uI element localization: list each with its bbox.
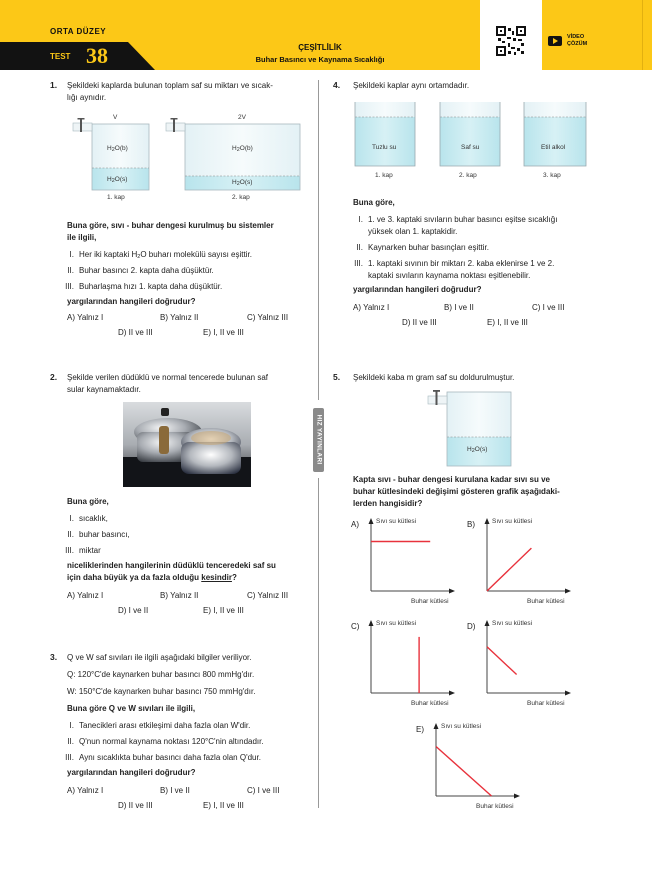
question-5 — [320, 370, 652, 512]
video-label-line1: VİDEO — [567, 34, 585, 40]
container-1-content: Tuzlu su — [372, 144, 397, 151]
question-number: 4. — [333, 80, 341, 90]
question-2 — [0, 370, 318, 622]
container-1-vapor-label: $H_2O(b)$ — [107, 145, 128, 153]
container-2-volume: 2V — [238, 114, 246, 121]
x-axis-label: Buhar kütlesi — [411, 598, 449, 605]
column-divider — [318, 80, 319, 400]
question-prompt: Buna göre, sıvı - buhar dengesi kurulmuş bu sistemler — [67, 221, 274, 230]
y-axis-label: Sıvı su kütlesi — [441, 723, 482, 730]
option-a[interactable]: A) Yalnız I — [67, 313, 104, 322]
answer-graph-b[interactable] — [467, 515, 579, 607]
question-number: 2. — [50, 372, 58, 382]
option-c[interactable]: C) I ve III — [247, 786, 280, 795]
question-3 — [0, 650, 318, 815]
container-2-caption: 2. kap — [232, 194, 250, 201]
x-axis-label: Buhar kütlesi — [476, 803, 514, 810]
y-axis-label: Sıvı su kütlesi — [376, 620, 417, 627]
question-stem: Şekildeki kaplar aynı ortamdadır. — [353, 81, 470, 90]
option-e[interactable]: E) I, II ve III — [203, 606, 244, 615]
option-a[interactable]: A) Yalnız I — [67, 786, 104, 795]
option-b[interactable]: B) I ve II — [444, 303, 474, 312]
container-3 — [524, 102, 586, 166]
question-prompt: ile ilgili, — [67, 233, 97, 242]
container-2-vapor-label: $H_2O(b)$ — [232, 145, 253, 153]
container-3-caption: 3. kap — [543, 172, 561, 179]
question-4 — [320, 78, 652, 334]
option-c[interactable]: C) Yalnız III — [247, 313, 289, 322]
topic-title: ÇEŞİTLİLİK — [298, 43, 342, 52]
video-solution-label — [567, 34, 587, 48]
container-1 — [355, 102, 415, 166]
test-number: 38 — [86, 43, 108, 68]
option-letter: D) — [467, 622, 476, 631]
question-prompt: Buna göre Q ve W sıvıları ile ilgili, — [67, 704, 196, 713]
statement-item: I. Tanecikleri arası etkileşimi daha fazla olan W'dir. — [69, 721, 251, 730]
container-2-content: Saf su — [461, 144, 480, 151]
question-stem: Şekildeki kaba m gram saf su doldurulmuştur. — [353, 373, 515, 382]
y-axis-arrow-icon — [369, 620, 374, 626]
question-number: 1. — [50, 80, 58, 90]
option-d[interactable]: D) II ve III — [402, 318, 437, 327]
container-1-caption: 1. kap — [375, 172, 393, 179]
y-axis-label: Sıvı su kütlesi — [376, 518, 417, 525]
y-axis-arrow-icon — [485, 620, 490, 626]
pressure-valve — [161, 408, 169, 416]
question-text: lerden hangisidir? — [353, 499, 423, 508]
qr-code-panel[interactable] — [480, 0, 542, 70]
info-w: W: 150°C'de kaynarken buhar basıncı 750 mmHg'dır. — [67, 687, 256, 696]
video-solution-button[interactable] — [548, 34, 587, 48]
y-axis-arrow-icon — [485, 518, 490, 524]
statement-item: II. Buhar basıncı 2. kapta daha düşüktür. — [67, 266, 214, 275]
header-divider — [642, 0, 643, 70]
statement-item-continued: kaptaki sıvıların kaynama noktası eşitlenebilir. — [368, 271, 531, 280]
question-text: yargılarından hangileri doğrudur? — [67, 297, 196, 306]
y-axis-arrow-icon — [434, 723, 439, 729]
question-number: 3. — [50, 652, 58, 662]
option-letter: E) — [416, 725, 424, 734]
question-stem-line: sular kaynamaktadır. — [67, 385, 141, 394]
x-axis-arrow-icon — [449, 691, 455, 696]
question-text: Kapta sıvı - buhar dengesi kurulana kadar sıvı su ve — [353, 475, 550, 484]
publisher-brand-text: HIZ YAYINLARI — [315, 414, 323, 465]
question-text: için daha büyük ya da fazla olduğu kesindir? — [67, 573, 237, 582]
x-axis-label: Buhar kütlesi — [527, 700, 565, 707]
statement-item: III. 1. kaptaki sıvının bir miktarı 2. kaba eklenirse 1 ve 2. — [354, 259, 555, 268]
container-2-caption: 2. kap — [459, 172, 477, 179]
normal-pot-body — [181, 442, 241, 474]
page-header — [0, 0, 652, 70]
x-axis-arrow-icon — [565, 589, 571, 594]
statement-item: II. Q'nun normal kaynama noktası 120°C'nin altındadır. — [67, 737, 264, 746]
x-axis-arrow-icon — [514, 794, 520, 799]
test-banner — [0, 42, 155, 70]
question-stem-line: Şekildeki kaplarda bulunan toplam saf su miktarı ve sıcak- — [67, 81, 273, 90]
question-prompt: Buna göre, — [67, 497, 109, 506]
x-axis-label: Buhar kütlesi — [411, 700, 449, 707]
option-e[interactable]: E) I, II ve III — [487, 318, 528, 327]
statement-item: III. Buharlaşma hızı 1. kapta daha düşüktür. — [65, 282, 223, 291]
container-3-content: Etil alkol — [541, 144, 566, 151]
question-text: yargılarından hangileri doğrudur? — [353, 285, 482, 294]
valve-icon — [166, 123, 185, 131]
container-1-volume: V — [113, 114, 118, 121]
difficulty-level: ORTA DÜZEY — [50, 27, 107, 36]
topic-heading — [230, 43, 410, 65]
option-c[interactable]: C) I ve III — [532, 303, 565, 312]
option-d[interactable]: D) II ve III — [118, 801, 153, 810]
three-containers-figure — [350, 100, 600, 170]
answer-graph-a[interactable] — [351, 515, 463, 607]
statement-item-continued: yüksek olan 1. kaptakidir. — [368, 227, 458, 236]
single-container-figure — [425, 390, 525, 470]
container-2 — [440, 102, 500, 166]
option-b[interactable]: B) Yalnız II — [160, 313, 199, 322]
question-stem-line: Şekilde verilen düdüklü ve normal tencerede bulunan saf — [67, 373, 269, 382]
graph-line — [487, 647, 517, 675]
option-b[interactable]: B) I ve II — [160, 786, 190, 795]
container-1-liquid-label: $H_2O(s)$ — [107, 176, 128, 184]
statement-item: II. buhar basıncı, — [67, 530, 130, 539]
graph-line — [487, 548, 531, 591]
option-letter: C) — [351, 622, 360, 631]
option-b[interactable]: B) Yalnız II — [160, 591, 199, 600]
answer-graph-d[interactable] — [467, 617, 579, 709]
question-stem: Q ve W saf sıvıları ile ilgili aşağıdaki bilgiler veriliyor. — [67, 653, 252, 662]
container-liquid-label: $H_2O(s)$ — [467, 446, 488, 454]
column-divider — [318, 478, 319, 808]
option-a[interactable]: A) Yalnız I — [353, 303, 390, 312]
answer-graph-e[interactable] — [416, 720, 528, 812]
statement-item: I. 1. ve 3. kaptaki sıvıların buhar basıncı eşitse sıcaklığı — [358, 215, 558, 224]
question-1 — [0, 78, 318, 344]
video-label-line2: ÇÖZÜM — [567, 41, 588, 47]
option-letter: B) — [467, 520, 475, 529]
option-a[interactable]: A) Yalnız I — [67, 591, 104, 600]
container-1-caption: 1. kap — [107, 194, 125, 201]
question-text: buhar kütlesindeki değişimi gösteren grafik aşağıdaki- — [353, 487, 560, 496]
x-axis-label: Buhar kütlesi — [527, 598, 565, 605]
info-q: Q: 120°C'de kaynarken buhar basıncı 800 mmHg'dır. — [67, 670, 255, 679]
topic-subtitle: Buhar Basıncı ve Kaynama Sıcaklığı — [255, 55, 385, 64]
statement-item: I. Her iki kaptaki $H_2O$ buharı molekülü sayısı eşittir. — [69, 250, 252, 260]
test-label: TEST — [50, 52, 71, 61]
question-text: yargılarından hangileri doğrudur? — [67, 768, 196, 777]
play-icon — [548, 36, 562, 46]
question-stem-line: lığı aynıdır. — [67, 93, 107, 102]
x-axis-arrow-icon — [565, 691, 571, 696]
y-axis-arrow-icon — [369, 518, 374, 524]
statement-item: II. Kaynarken buhar basınçları eşittir. — [356, 243, 489, 252]
y-axis-label: Sıvı su kütlesi — [492, 620, 533, 627]
question-number: 5. — [333, 372, 341, 382]
option-c[interactable]: C) Yalnız III — [247, 591, 289, 600]
option-d[interactable]: D) II ve III — [118, 328, 153, 337]
option-e[interactable]: E) I, II ve III — [203, 328, 244, 337]
statement-item: III. Aynı sıcaklıkta buhar basıncı daha fazla olan Q'dur. — [65, 753, 261, 762]
answer-graph-c[interactable] — [351, 617, 463, 709]
pressure-cooker-photo — [123, 402, 251, 487]
x-axis-arrow-icon — [449, 589, 455, 594]
option-letter: A) — [351, 520, 359, 529]
option-d[interactable]: D) I ve II — [118, 606, 149, 615]
valve-icon — [73, 123, 92, 131]
question-text: niceliklerinden hangilerinin düdüklü tenceredeki saf su — [67, 561, 276, 570]
graph-line — [436, 747, 492, 797]
statement-item: I. sıcaklık, — [69, 514, 108, 523]
option-e[interactable]: E) I, II ve III — [203, 801, 244, 810]
statement-item: III. miktar — [65, 546, 101, 555]
container-2-liquid-label: $H_2O(s)$ — [232, 179, 253, 187]
y-axis-label: Sıvı su kütlesi — [492, 518, 533, 525]
two-containers-figure — [60, 108, 310, 208]
qr-code-icon[interactable] — [496, 26, 526, 56]
question-prompt: Buna göre, — [353, 198, 395, 207]
